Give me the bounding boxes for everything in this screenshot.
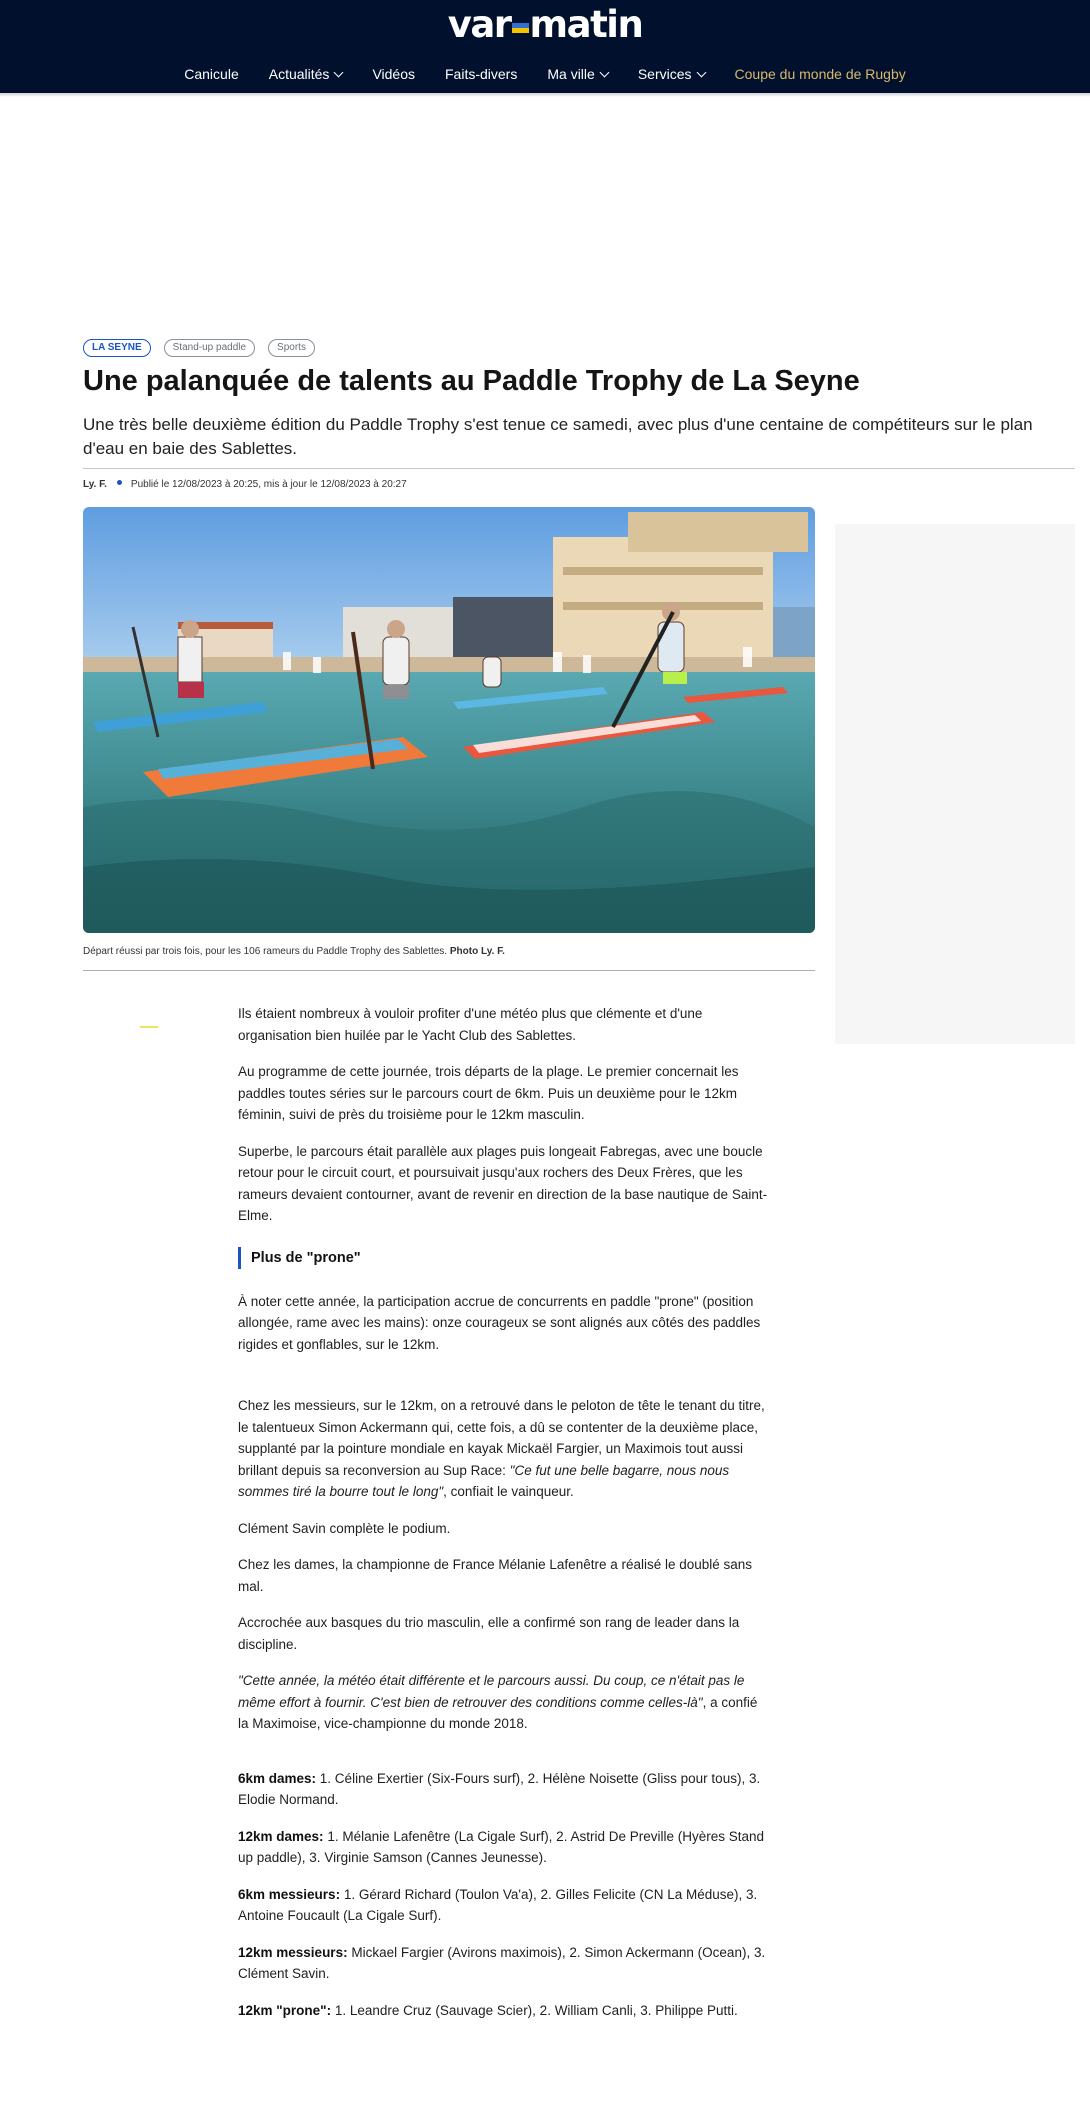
paragraph-text: , confiait le vainqueur. (443, 1484, 574, 1499)
nav-label: Coupe du monde de Rugby (734, 66, 906, 82)
result-line (238, 1826, 768, 1869)
paragraph-text: , a confié la Maximoise, vice-championne du monde 2018. (238, 1694, 758, 1731)
article-lead: Une très belle deuxième édition du Paddle Trophy s'est tenue ce samedi, avec plus d'une centaine de compétiteurs sur le plan d'eau en baie des Sablettes. (83, 415, 1033, 458)
paragraph: Superbe, le parcours était parallèle aux plages puis longeait Fabregas, avec une boucle retour pour le circuit court, et poursuivait jusqu'aux rochers des Deux Frères, que les rameurs devaient contourner, avant de revenir en direction de la base nautique de Saint-Elme. (238, 1143, 768, 1223)
article-tags (83, 339, 315, 357)
nav-label: Actualités (268, 66, 330, 82)
champion-quote: "Cette année, la météo était différente et le parcours aussi. Du coup, ce n'était pas le même effort à fournir. C'est bien de retrouver des conditions comme celles-là" (238, 1673, 745, 1710)
nav-label: Ma ville (547, 66, 595, 82)
nav-label: Vidéos (372, 66, 415, 82)
result-label: 12km "prone": (238, 2002, 332, 2018)
article-title: Une palanquée de talents au Paddle Trophy de La Seyne (83, 365, 860, 397)
var-matin-logo[interactable] (0, 4, 1090, 46)
winner-quote: "Ce fut une belle bagarre, nous nous sommes tiré la bourre tout le long" (238, 1462, 730, 1499)
result-text: 1. Mélanie Lafenêtre (La Cigale Surf), 2. Astrid De Preville (Hyères Stand up paddle), 3. Virginie Samson (Cannes Jeunesse). (238, 1828, 765, 1865)
nav-item-actualites[interactable] (269, 62, 343, 86)
paragraph (238, 1395, 768, 1503)
paragraph: Ils étaient nombreux à vouloir profiter d'une météo plus que clémente et d'une organisation bien huilée par le Yacht Club des Sablettes. (238, 1006, 703, 1043)
chevron-down-icon (334, 68, 344, 78)
nav-item-faits-divers[interactable] (445, 62, 517, 86)
author-name[interactable]: Ly. F. (83, 479, 107, 490)
logo-text-var: var (447, 3, 511, 46)
logo-text-matin: matin (529, 3, 643, 46)
tag-sports[interactable]: Sports (268, 339, 315, 357)
result-line (238, 2000, 768, 2022)
paragraph: À noter cette année, la participation accrue de concurrents en paddle "prone" (position allongée, rame avec les mains): onze courageux se sont alignés aux côtés des paddles rigides et gonflables, sur le 12km. (238, 1293, 761, 1352)
article-photo[interactable] (83, 507, 815, 933)
logo-dash-icon (512, 23, 529, 33)
result-label: 6km messieurs: (238, 1886, 341, 1902)
result-label: 12km messieurs: (238, 1944, 348, 1960)
paragraph: Accrochée aux basques du trio masculin, elle a confirmé son rang de leader dans la discipline. (238, 1615, 740, 1652)
result-label: 6km dames: (238, 1770, 317, 1786)
result-line (238, 1942, 768, 1985)
site-header (0, 0, 1090, 93)
sidebar-ad-slot (835, 524, 1075, 1044)
header-shadow (0, 93, 1090, 97)
main-nav (0, 62, 1090, 86)
separator-dot-icon (117, 480, 122, 485)
nav-item-ma-ville[interactable] (547, 62, 607, 86)
paragraph: Chez les dames, la championne de France Mélanie Lafenêtre a réalisé le doublé sans mal. (238, 1557, 753, 1594)
nav-label: Services (637, 66, 692, 82)
result-text: 1. Leandre Cruz (Sauvage Scier), 2. William Canli, 3. Philippe Putti. (331, 2002, 738, 2018)
tag-stand-up-paddle[interactable]: Stand-up paddle (164, 339, 255, 357)
caption-text: Départ réussi par trois fois, pour les 106 rameurs du Paddle Trophy des Sablettes. (83, 946, 448, 957)
article-body (238, 1003, 768, 2036)
paragraph: Clément Savin complète le podium. (238, 1520, 451, 1536)
paddle-race-photo (83, 507, 815, 933)
result-label: 12km dames: (238, 1828, 324, 1844)
divider (83, 468, 1075, 469)
nav-item-coupe-du-monde-rugby[interactable] (735, 62, 906, 86)
chevron-down-icon (696, 68, 706, 78)
result-text: 1. Céline Exertier (Six-Fours surf), 2. Hélène Noisette (Gliss pour tous), 3. Elodie Normand. (238, 1770, 761, 1807)
spacer (238, 1750, 768, 1768)
nav-label: Canicule (184, 66, 239, 82)
divider (83, 970, 815, 971)
nav-item-videos[interactable] (372, 62, 415, 86)
tag-la-seyne[interactable]: LA SEYNE (83, 339, 151, 357)
result-text: Mickael Fargier (Avirons maximois), 2. Simon Ackermann (Ocean), 3. Clément Savin. (238, 1944, 766, 1981)
chevron-down-icon (599, 68, 609, 78)
paragraph-text: Chez les messieurs, sur le 12km, on a retrouvé dans le peloton de tête le tenant du titre, le talentueux Simon Ackermann qui, cette fois, a dû se contenter de la deuxième place, supplanté par la pointure mondiale en kayak Mickaël Fargier, un Maximois tout aussi brillant depuis sa reconversion au Sup Race: (238, 1398, 765, 1478)
result-text: 1. Gérard Richard (Toulon Va'a), 2. Gilles Felicite (CN La Méduse), 3. Antoine Foucault (La Cigale Surf). (238, 1886, 758, 1923)
byline (83, 477, 407, 493)
result-line (238, 1884, 768, 1927)
paragraph: Au programme de cette journée, trois départs de la plage. Le premier concernait les paddles toutes séries sur le parcours court de 6km. Puis un deuxième pour le 12km féminin, suivi de près du troisième pour le 12km masculin. (238, 1064, 739, 1122)
publish-date: Publié le 12/08/2023 à 20:25, mis à jour le 12/08/2023 à 20:27 (130, 479, 407, 490)
photo-credit: Photo Ly. F. (449, 946, 505, 957)
paragraph (238, 1670, 768, 1735)
result-line (238, 1768, 768, 1811)
nav-item-canicule[interactable] (184, 62, 238, 86)
decorative-mark (140, 1026, 158, 1028)
section-heading: Plus de "prone" (238, 1247, 768, 1269)
nav-item-services[interactable] (638, 62, 705, 86)
nav-label: Faits-divers (445, 66, 518, 82)
photo-caption (83, 945, 815, 959)
